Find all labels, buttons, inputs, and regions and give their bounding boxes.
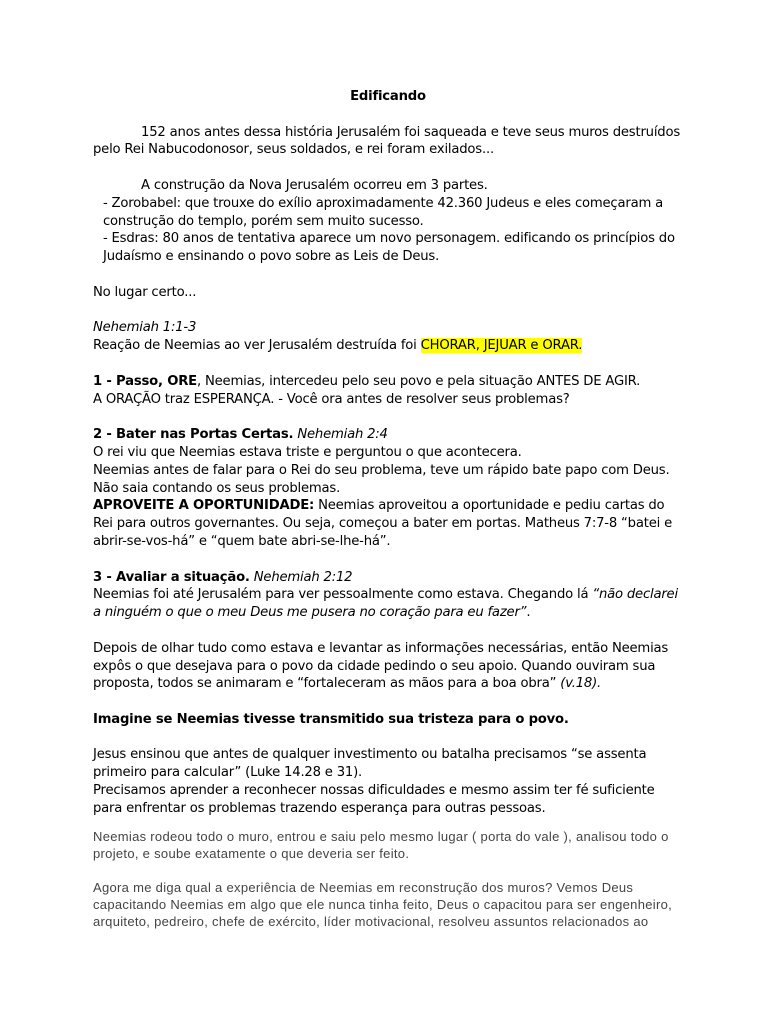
opportunity-paragraph [93, 497, 683, 550]
reaction-highlight: CHORAR, JEJUAR e ORAR. [420, 338, 583, 354]
step3-reference: Nehemiah 2:12 [253, 569, 353, 585]
experiencia-paragraph: Agora me diga qual a experiência de Neemias em reconstrução dos muros? Vemos Deus capacitando Neemias em algo que ele nunca tinha feito, Deus o capacitou para ser engenheiro, arquiteto, pedreiro, chefe de exército, líder motivacional, resolveu assuntos relacionados ao [93, 880, 673, 930]
step3-heading [93, 569, 683, 587]
step2-label: 2 - Bater nas Portas Certas. [93, 427, 294, 443]
step3-quote: “não declarei a ninguém o que o meu Deus me pusera no coração para eu fazer” [93, 587, 678, 621]
step1-label: 1 - Passo, ORE [93, 373, 197, 389]
after-look-text: Depois de olhar tudo como estava e levantar as informações necessárias, então Neemias expôs o que desejava para o povo da cidade pedindo o seu apoio. Quando ouviram sua proposta, todos se animaram e “fortaleceram as mãos para a boa obra” [93, 640, 669, 692]
after-look-paragraph [93, 640, 683, 693]
step3-quote-end: . [526, 605, 531, 621]
opportunity-text: Neemias aproveitou a oportunidade e pediu cartas do Rei para outros governantes. Ou seja, começou a bater em portas. Matheus 7:7-8 “batei e abrir-se-vos-há” e “quem bate abri-se-lhe-há”. [93, 498, 672, 549]
step2-heading [93, 426, 683, 444]
reaction-text: Reação de Neemias ao ver Jerusalém destruída foi [93, 338, 421, 354]
imagine-line: Imagine se Neemias tivesse transmitido sua tristeza para o povo. [93, 711, 569, 727]
precisamos-paragraph: Precisamos aprender a reconhecer nossas dificuldades e mesmo assim ter fé suficiente para enfrentar os problemas trazendo esperança para outras pessoas. [93, 783, 655, 816]
page-title: Edificando [350, 89, 426, 104]
after-look-reference: (v.18). [560, 676, 602, 692]
reaction-paragraph [93, 337, 683, 355]
jesus-paragraph: Jesus ensinou que antes de qualquer investimento ou batalha precisamos “se assenta primeiro para calcular” (Luke 14.28 e 31). [93, 747, 647, 781]
step3-label: 3 - Avaliar a situação. [93, 569, 250, 585]
construction-heading: A construção da Nova Jerusalém ocorreu em 3 partes. [141, 177, 488, 193]
esdras-paragraph: - Esdras: 80 anos de tentativa aparece um novo personagem. edificando os princípios do Judaísmo e ensinando o povo sobre as Leis de Deus. [103, 231, 675, 265]
lugar-certo-line: No lugar certo... [93, 284, 197, 300]
step2-line3: Não saia contando os seus problemas. [93, 480, 341, 496]
document-body [93, 88, 683, 930]
step1-line [93, 373, 683, 391]
muro-paragraph: Neemias rodeou todo o muro, entrou e saiu pelo mesmo lugar ( porta do vale ), analisou todo o projeto, e soube exatamente o que deveria ser feito. [93, 828, 669, 861]
step3-paragraph [93, 586, 683, 622]
reference-nehemiah-1: Nehemiah 1:1-3 [93, 320, 197, 336]
step1-line2: A ORAÇÃO traz ESPERANÇA. - Você ora antes de resolver seus problemas? [93, 391, 570, 407]
step2-line1: O rei viu que Neemias estava triste e perguntou o que acontecera. [93, 444, 522, 460]
opportunity-label: APROVEITE A OPORTUNIDADE: [93, 498, 315, 514]
step2-reference: Nehemiah 2:4 [297, 427, 388, 443]
step1-text: , Neemias, intercedeu pelo seu povo e pela situação ANTES DE AGIR. [196, 373, 641, 389]
step3-text: Neemias foi até Jerusalém para ver pessoalmente como estava. Chegando lá [93, 587, 593, 603]
step2-line2: Neemias antes de falar para o Rei do seu problema, teve um rápido bate papo com Deus. [93, 462, 670, 478]
intro-paragraph: 152 anos antes dessa história Jerusalém foi saqueada e teve seus muros destruídos pelo Rei Nabucodonosor, seus soldados, e rei foram exilados... [93, 124, 680, 158]
zorobabel-paragraph: - Zorobabel: que trouxe do exílio aproximadamente 42.360 Judeus e eles começaram a construção do templo, porém sem muito sucesso. [103, 195, 663, 229]
